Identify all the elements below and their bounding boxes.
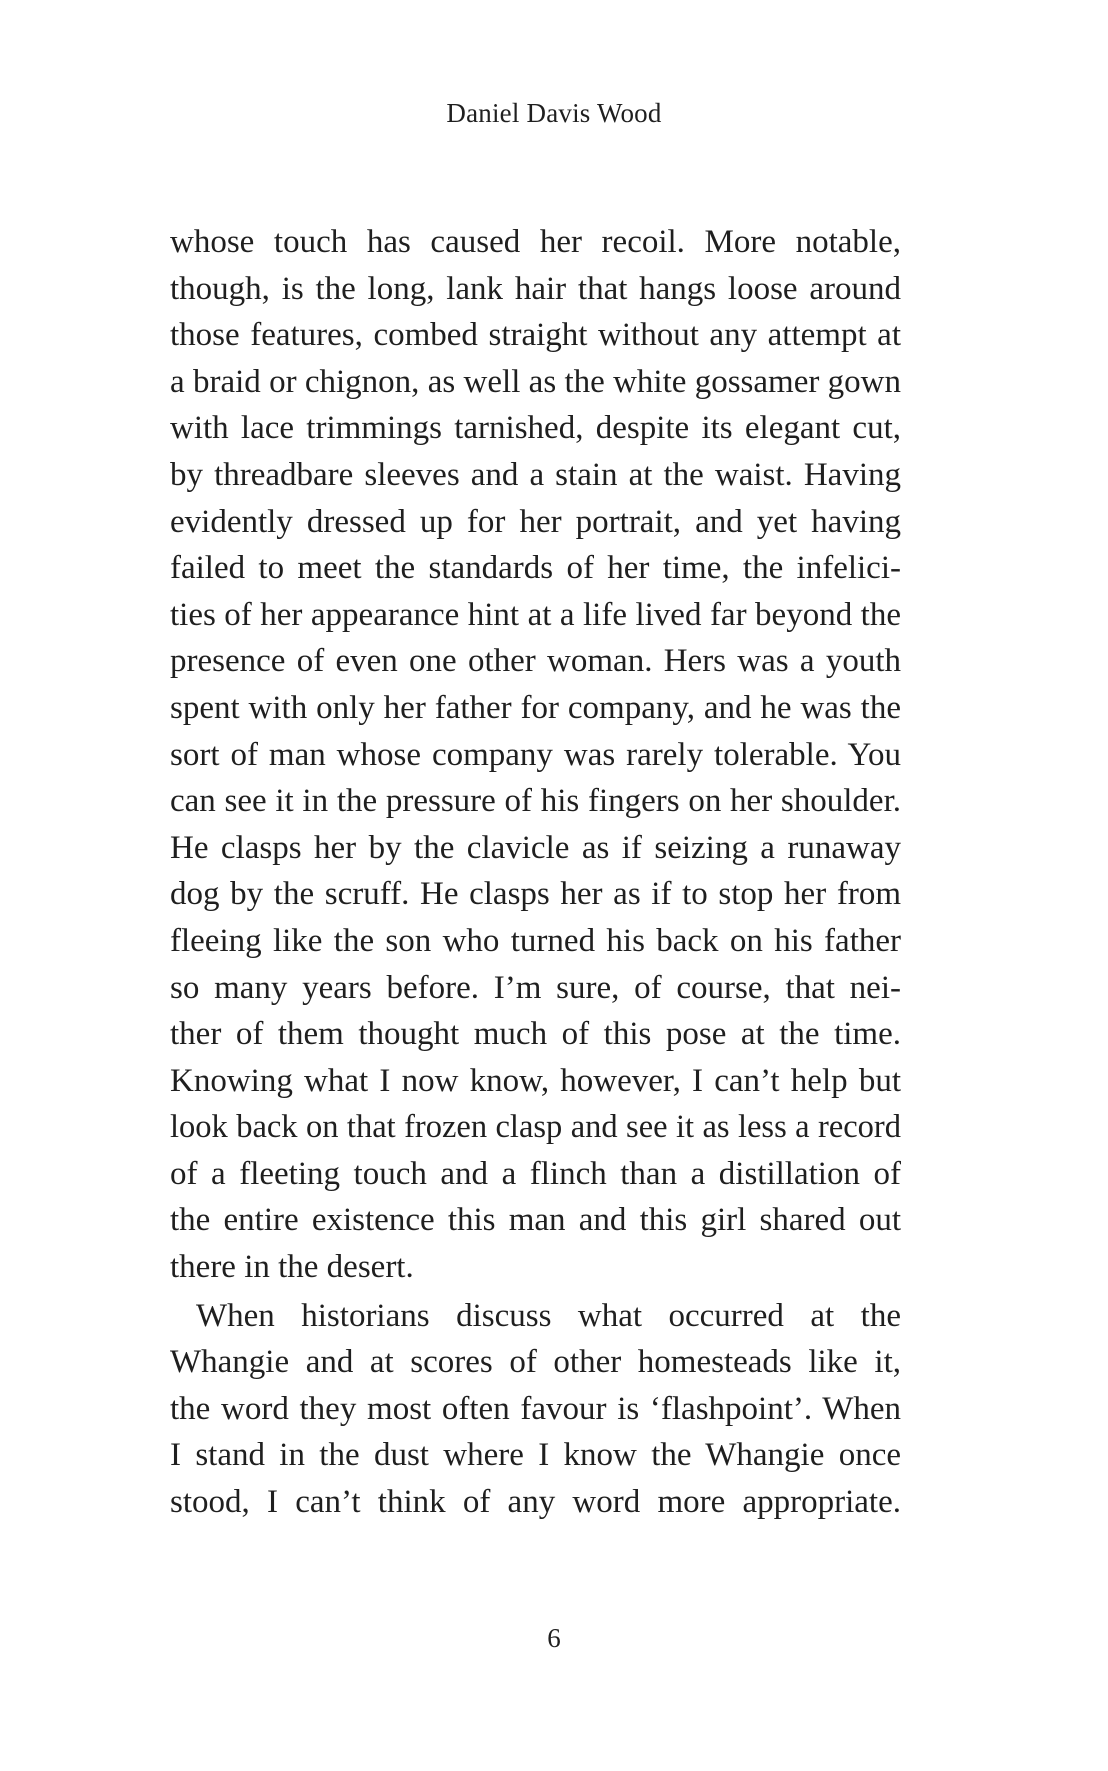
text-line: a braid or chignon, as well as the white gossamer gown [170, 363, 901, 400]
text-line: by threadbare sleeves and a stain at the waist. Having [170, 456, 901, 493]
body-text [170, 219, 901, 1526]
text-line: ther of them thought much of this pose at the time. [170, 1016, 901, 1053]
text-line: spent with only her father for company, and he was the [170, 689, 901, 726]
text-line: whose touch has caused her recoil. More notable, [170, 224, 901, 260]
text-line: look back on that frozen clasp and see it as less a record [170, 1109, 901, 1146]
text-line: fleeing like the son who turned his back on his father [170, 922, 901, 959]
text-line: sort of man whose company was rarely tolerable. You [170, 736, 901, 773]
text-line: failed to meet the standards of her time, the infelici- [170, 550, 901, 587]
page-number: 6 [547, 1623, 561, 1653]
paragraph-2 [170, 1293, 901, 1526]
text-line: When historians discuss what occurred at the [196, 1297, 901, 1334]
text-line: stood, I can’t think of any word more appropriate. [170, 1484, 901, 1521]
text-line: ties of her appearance hint at a life lived far beyond the [170, 596, 901, 633]
text-line: dog by the scruff. He clasps her as if to stop her from [170, 876, 901, 913]
text-line: so many years before. I’m sure, of course, that nei- [170, 969, 901, 1006]
paragraph-1 [170, 219, 901, 1291]
text-line: the entire existence this man and this girl shared out [170, 1202, 901, 1239]
text-line: evidently dressed up for her portrait, and yet having [170, 503, 901, 540]
text-line: Knowing what I now know, however, I can’t help but [170, 1062, 901, 1099]
text-line: He clasps her by the clavicle as if seizing a runaway [170, 829, 901, 866]
text-line: of a fleeting touch and a flinch than a distillation of [170, 1155, 901, 1192]
text-line: with lace trimmings tarnished, despite its elegant cut, [170, 410, 901, 447]
text-line: those features, combed straight without any attempt at [170, 317, 901, 354]
text-line: though, is the long, lank hair that hangs loose around [170, 270, 901, 307]
text-line: I stand in the dust where I know the Whangie once [170, 1437, 901, 1474]
text-line: there in the desert. [170, 1249, 414, 1286]
text-line: the word they most often favour is ‘flashpoint’. When [170, 1390, 901, 1427]
text-line: Whangie and at scores of other homesteads like it, [170, 1344, 901, 1381]
running-head-author: Daniel Davis Wood [446, 98, 662, 128]
text-line: can see it in the pressure of his fingers on her shoulder. [170, 783, 901, 820]
text-line: presence of even one other woman. Hers was a youth [170, 643, 901, 680]
